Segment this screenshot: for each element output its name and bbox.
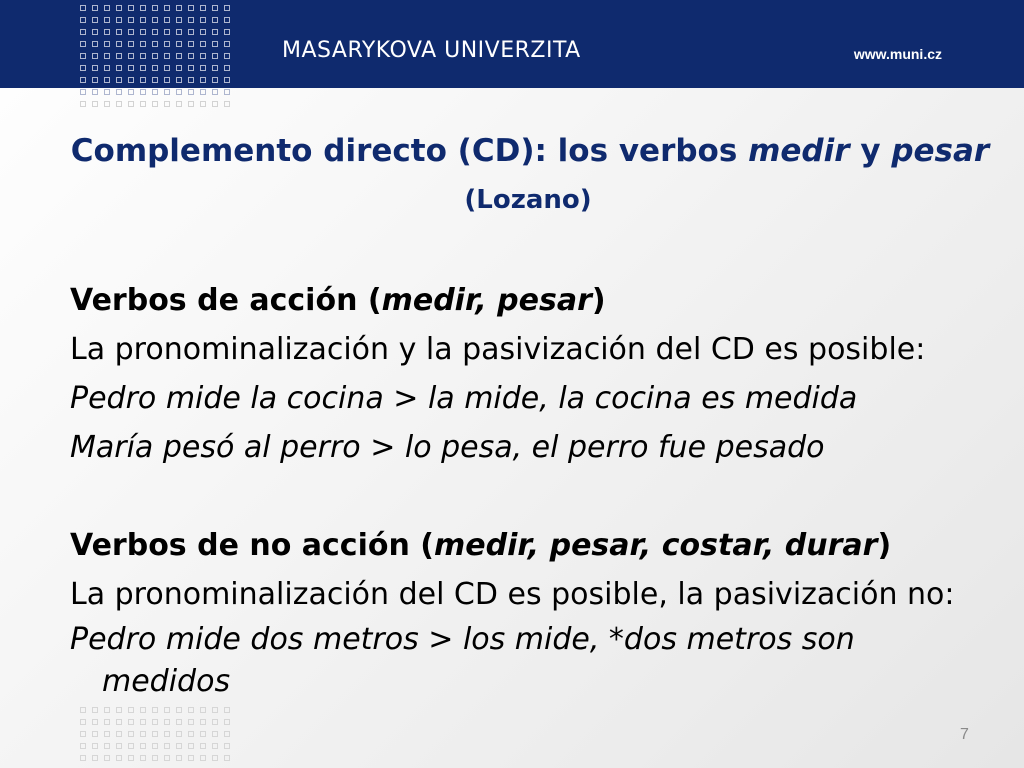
logo-square: [104, 755, 110, 761]
logo-square: [200, 5, 206, 11]
logo-square: [92, 77, 98, 83]
logo-square: [224, 17, 230, 23]
logo-square: [140, 5, 146, 11]
logo-square: [92, 53, 98, 59]
logo-square: [80, 755, 86, 761]
logo-square: [128, 5, 134, 11]
logo-square: [176, 731, 182, 737]
logo-square: [200, 17, 206, 23]
section1-heading-verbs: medir, pesar: [381, 283, 592, 318]
logo-square: [128, 29, 134, 35]
logo-square: [128, 53, 134, 59]
logo-square: [116, 755, 122, 761]
section1-line: La pronominalización y la pasivización del CD es posible:: [70, 332, 926, 367]
logo-square: [224, 65, 230, 71]
logo-square: [92, 101, 98, 107]
logo-square: [128, 743, 134, 749]
logo-square: [200, 707, 206, 713]
logo-square: [152, 743, 158, 749]
logo-square: [152, 5, 158, 11]
logo-square: [176, 41, 182, 47]
logo-square: [104, 743, 110, 749]
logo-square: [164, 65, 170, 71]
logo-square: [212, 29, 218, 35]
section2-heading-start: Verbos de no acción (: [70, 528, 434, 563]
logo-square: [104, 5, 110, 11]
logo-dot-grid-bottom: [77, 704, 233, 764]
logo-square: [92, 719, 98, 725]
logo-square: [152, 719, 158, 725]
logo-square: [140, 17, 146, 23]
logo-square: [128, 89, 134, 95]
logo-square: [164, 53, 170, 59]
logo-square: [128, 755, 134, 761]
logo-square: [104, 719, 110, 725]
logo-square: [164, 719, 170, 725]
logo-square: [116, 65, 122, 71]
logo-square: [116, 743, 122, 749]
logo-square: [224, 77, 230, 83]
logo-square: [116, 17, 122, 23]
logo-square: [152, 89, 158, 95]
section2-heading: [70, 521, 990, 570]
logo-square: [164, 17, 170, 23]
logo-square: [212, 17, 218, 23]
logo-square: [80, 101, 86, 107]
logo-square: [176, 101, 182, 107]
section2-line: La pronominalización del CD es posible, la pasivización no:: [70, 577, 955, 612]
logo-square: [188, 77, 194, 83]
logo-square: [116, 707, 122, 713]
logo-square: [176, 77, 182, 83]
logo-square: [200, 731, 206, 737]
logo-square: [116, 5, 122, 11]
logo-square: [200, 53, 206, 59]
logo-square: [80, 41, 86, 47]
slide-title: [40, 130, 1020, 172]
logo-square: [104, 77, 110, 83]
logo-square: [212, 743, 218, 749]
logo-square: [176, 17, 182, 23]
logo-square: [176, 719, 182, 725]
logo-square: [128, 101, 134, 107]
logo-square: [92, 17, 98, 23]
logo-square: [212, 755, 218, 761]
logo-square: [104, 731, 110, 737]
logo-square: [176, 707, 182, 713]
logo-square: [164, 731, 170, 737]
logo-square: [80, 89, 86, 95]
logo-square: [152, 41, 158, 47]
logo-square: [212, 41, 218, 47]
logo-square: [116, 731, 122, 737]
logo-square: [152, 17, 158, 23]
logo-square: [80, 53, 86, 59]
logo-square: [152, 755, 158, 761]
logo-square: [104, 101, 110, 107]
slide-subtitle: (Lozano): [464, 185, 592, 215]
logo-square: [224, 89, 230, 95]
logo-square: [140, 65, 146, 71]
logo-square: [104, 65, 110, 71]
logo-square: [224, 707, 230, 713]
logo-square: [164, 755, 170, 761]
logo-square: [140, 101, 146, 107]
logo-square: [128, 41, 134, 47]
logo-square: [176, 29, 182, 35]
logo-square: [80, 719, 86, 725]
logo-square: [164, 77, 170, 83]
logo-square: [104, 29, 110, 35]
logo-square: [128, 719, 134, 725]
title-pesar: pesar: [891, 133, 990, 169]
logo-square: [116, 77, 122, 83]
logo-square: [128, 77, 134, 83]
section2-heading-end: ): [877, 528, 892, 563]
logo-square: [212, 89, 218, 95]
logo-square: [188, 731, 194, 737]
logo-square: [92, 41, 98, 47]
logo-square: [224, 41, 230, 47]
slide-body: [70, 276, 990, 703]
logo-square: [188, 719, 194, 725]
logo-square: [224, 719, 230, 725]
title-y: y: [849, 133, 892, 169]
logo-square: [200, 719, 206, 725]
logo-square: [116, 53, 122, 59]
logo-square: [188, 65, 194, 71]
logo-square: [176, 65, 182, 71]
logo-square: [164, 29, 170, 35]
logo-square: [92, 755, 98, 761]
logo-square: [188, 707, 194, 713]
logo-square: [104, 17, 110, 23]
section1-heading-end: ): [591, 283, 606, 318]
logo-square: [80, 65, 86, 71]
logo-square: [164, 5, 170, 11]
logo-square: [116, 89, 122, 95]
logo-square: [176, 743, 182, 749]
logo-square: [116, 29, 122, 35]
logo-square: [176, 53, 182, 59]
logo-square: [224, 53, 230, 59]
section1-heading: [70, 276, 990, 325]
logo-square: [200, 77, 206, 83]
logo-square: [200, 101, 206, 107]
logo-square: [212, 65, 218, 71]
logo-square: [152, 29, 158, 35]
logo-square: [152, 101, 158, 107]
logo-square: [104, 41, 110, 47]
logo-square: [128, 707, 134, 713]
logo-square: [200, 743, 206, 749]
title-medir: medir: [748, 133, 850, 169]
logo-square: [92, 89, 98, 95]
logo-square: [80, 707, 86, 713]
logo-square: [188, 101, 194, 107]
logo-square: [80, 743, 86, 749]
logo-square: [212, 5, 218, 11]
logo-square: [80, 731, 86, 737]
logo-square: [212, 731, 218, 737]
logo-square: [176, 89, 182, 95]
logo-square: [140, 29, 146, 35]
logo-square: [104, 707, 110, 713]
logo-square: [224, 5, 230, 11]
logo-square: [92, 29, 98, 35]
logo-dot-grid-top: [77, 2, 233, 110]
logo-square: [200, 29, 206, 35]
logo-square: [140, 41, 146, 47]
section2-example1: Pedro mide dos metros > los mide, *dos metros son medidos: [70, 622, 855, 699]
logo-square: [164, 101, 170, 107]
logo-square: [116, 41, 122, 47]
logo-square: [92, 65, 98, 71]
section2-heading-verbs: medir, pesar, costar, durar: [434, 528, 878, 563]
logo-square: [152, 77, 158, 83]
logo-square: [188, 29, 194, 35]
logo-square: [104, 53, 110, 59]
logo-square: [224, 29, 230, 35]
logo-square: [152, 731, 158, 737]
logo-square: [140, 89, 146, 95]
logo-square: [200, 41, 206, 47]
logo-square: [92, 743, 98, 749]
logo-square: [152, 65, 158, 71]
logo-square: [116, 719, 122, 725]
logo-square: [212, 53, 218, 59]
logo-square: [212, 719, 218, 725]
logo-square: [80, 77, 86, 83]
logo-square: [140, 731, 146, 737]
logo-square: [140, 77, 146, 83]
logo-square: [164, 743, 170, 749]
logo-square: [80, 17, 86, 23]
logo-square: [164, 707, 170, 713]
logo-square: [140, 707, 146, 713]
logo-square: [176, 755, 182, 761]
logo-square: [92, 5, 98, 11]
logo-square: [140, 755, 146, 761]
logo-square: [128, 17, 134, 23]
logo-square: [140, 719, 146, 725]
logo-square: [92, 707, 98, 713]
logo-square: [212, 77, 218, 83]
logo-square: [188, 89, 194, 95]
section1-example2: María pesó al perro > lo pesa, el perro fue pesado: [70, 430, 825, 465]
logo-square: [224, 731, 230, 737]
logo-square: [200, 755, 206, 761]
section1-example1: Pedro mide la cocina > la mide, la cocina es medida: [70, 381, 858, 416]
logo-square: [128, 65, 134, 71]
logo-square: [224, 755, 230, 761]
logo-square: [104, 89, 110, 95]
logo-square: [140, 743, 146, 749]
section1-heading-start: Verbos de acción (: [70, 283, 382, 318]
logo-square: [188, 17, 194, 23]
page-number: 7: [960, 726, 969, 743]
logo-square: [164, 41, 170, 47]
logo-square: [140, 53, 146, 59]
logo-square: [152, 707, 158, 713]
university-name: MASARYKOVA UNIVERZITA: [282, 38, 581, 63]
website-link[interactable]: www.muni.cz: [853, 46, 942, 62]
logo-square: [200, 89, 206, 95]
logo-square: [128, 731, 134, 737]
logo-square: [188, 743, 194, 749]
spacer: [70, 472, 990, 521]
logo-square: [200, 65, 206, 71]
logo-square: [116, 101, 122, 107]
logo-square: [92, 731, 98, 737]
logo-square: [224, 101, 230, 107]
logo-square: [152, 53, 158, 59]
logo-square: [80, 29, 86, 35]
logo-square: [164, 89, 170, 95]
logo-square: [212, 707, 218, 713]
logo-square: [188, 5, 194, 11]
logo-square: [176, 5, 182, 11]
logo-square: [224, 743, 230, 749]
logo-square: [188, 755, 194, 761]
logo-square: [188, 53, 194, 59]
logo-square: [212, 101, 218, 107]
title-text: Complemento directo (CD): los verbos: [70, 133, 749, 169]
logo-square: [80, 5, 86, 11]
logo-square: [188, 41, 194, 47]
